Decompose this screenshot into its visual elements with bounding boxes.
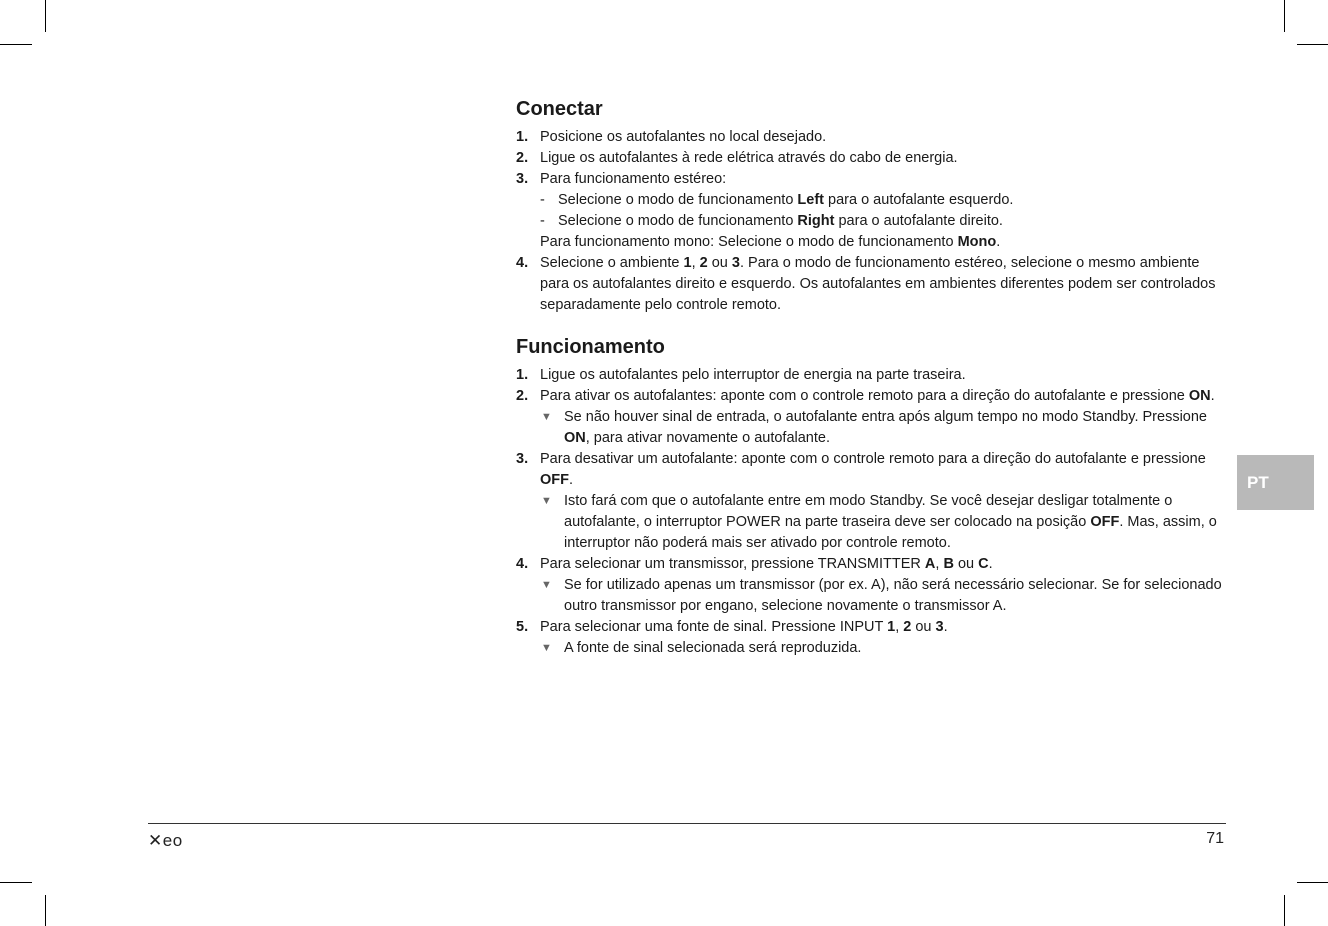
note-text: Se for utilizado apenas um transmissor (por ex. A), não será necessário selecionar. Se for selecionado outro transmissor por engano, selecione novamente o transmissor A. [564, 577, 1222, 614]
dash-bullet: - [540, 192, 545, 208]
sub-text: Selecione o modo de funcionamento [558, 213, 798, 229]
separator: , [895, 619, 904, 635]
item-number: 1. [516, 367, 529, 383]
list-item [516, 253, 1228, 316]
dash-bullet: - [540, 213, 545, 229]
item-text: . Para o modo de funcionamento estéreo, selecione o mesmo ambiente para os autofalantes direito e esquerdo. Os autofalantes em ambientes diferentes podem ser controlados separadamente pelo controle remoto. [540, 255, 1216, 313]
list-item [516, 169, 1228, 190]
bold-value: 1 [683, 255, 692, 271]
bold-value: 1 [887, 619, 896, 635]
item-text: Ligue os autofalantes pelo interruptor de energia na parte traseira. [540, 367, 966, 383]
bold-value: C [978, 556, 989, 572]
sub-item [516, 190, 1228, 211]
note-text: Se não houver sinal de entrada, o autofalante entra após algum tempo no modo Standby. Pressione [564, 409, 1207, 425]
item-text: . [988, 556, 993, 572]
note-text: A fonte de sinal selecionada será reproduzida. [564, 640, 862, 656]
section-title-funcionamento: Funcionamento [516, 336, 665, 358]
list-item [516, 127, 1228, 148]
note-item [516, 407, 1228, 449]
crop-mark [1284, 895, 1285, 926]
item-text: Selecione o ambiente [540, 255, 684, 271]
section-title-conectar: Conectar [516, 98, 603, 120]
page-content [516, 96, 1228, 659]
mode-left: Left [797, 192, 825, 208]
item-text: . [1210, 388, 1215, 404]
item-text: Para selecionar um transmissor, pressione TRANSMITTER [540, 556, 925, 572]
triangle-icon: ▼ [541, 495, 552, 507]
footer-divider [148, 823, 1226, 824]
bold-value: 3 [935, 619, 944, 635]
list-item [516, 365, 1228, 386]
note-item [516, 491, 1228, 554]
crop-mark [0, 44, 32, 45]
sub-text: para o autofalante direito. [834, 213, 1003, 229]
list-item [516, 148, 1228, 169]
mono-post: . [996, 234, 1001, 250]
crop-mark [1284, 0, 1285, 32]
item-number: 4. [516, 556, 529, 572]
bold-value: A [924, 556, 936, 572]
note-text: Isto fará com que o autofalante entre em modo Standby. Se você desejar desligar totalmente o autofalante, o interruptor POWER na parte traseira deve ser colocado na posição [564, 493, 1173, 530]
bold-value: B [943, 556, 954, 572]
bold-value: ON [1188, 388, 1211, 404]
item-number: 4. [516, 255, 529, 271]
crop-mark [0, 882, 32, 883]
list-item [516, 386, 1228, 407]
bold-value: OFF [1090, 514, 1120, 530]
triangle-icon: ▼ [541, 411, 552, 423]
item-text: . [569, 472, 574, 488]
bold-value: OFF [540, 472, 569, 488]
brand-logo: ✕eo [148, 831, 183, 850]
triangle-icon: ▼ [541, 642, 552, 654]
bold-value: ON [564, 430, 586, 446]
item-text: Para ativar os autofalantes: aponte com o controle remoto para a direção do autofalante e pressione [540, 388, 1189, 404]
crop-mark [1297, 882, 1328, 883]
item-number: 3. [516, 171, 529, 187]
separator: ou [953, 556, 979, 572]
crop-mark [45, 895, 46, 926]
item-number: 3. [516, 451, 529, 467]
item-text: Para funcionamento estéreo: [540, 171, 727, 187]
bold-value: 3 [731, 255, 740, 271]
language-tab: PT [1237, 455, 1314, 510]
sub-text: para o autofalante esquerdo. [824, 192, 1014, 208]
item-text: Posicione os autofalantes no local desejado. [540, 129, 827, 145]
sub-item [516, 211, 1228, 232]
bold-value: 2 [699, 255, 708, 271]
crop-mark [45, 0, 46, 32]
note-item [516, 638, 1228, 659]
separator: , [691, 255, 700, 271]
list-item [516, 449, 1228, 491]
mono-text [516, 232, 1228, 253]
item-text: Para selecionar uma fonte de sinal. Pressione INPUT [540, 619, 888, 635]
mode-mono: Mono [957, 234, 997, 250]
item-number: 5. [516, 619, 529, 635]
separator: , [935, 556, 944, 572]
crop-mark [1297, 44, 1328, 45]
bold-value: 2 [903, 619, 912, 635]
mode-right: Right [797, 213, 835, 229]
page-number: 71 [1206, 830, 1224, 847]
note-item [516, 575, 1228, 617]
item-text: . [943, 619, 948, 635]
list-item [516, 617, 1228, 638]
separator: ou [707, 255, 732, 271]
note-text: , para ativar novamente o autofalante. [585, 430, 830, 446]
note-text: . Mas, assim, o interruptor não poderá mais ser ativado por controle remoto. [564, 514, 1217, 551]
sub-text: Selecione o modo de funcionamento [558, 192, 798, 208]
item-text: Para desativar um autofalante: aponte com o controle remoto para a direção do autofalante e pressione [540, 451, 1206, 467]
mono-pre: Para funcionamento mono: Selecione o modo de funcionamento [540, 234, 958, 250]
item-number: 1. [516, 129, 529, 145]
item-number: 2. [516, 388, 529, 404]
triangle-icon: ▼ [541, 579, 552, 591]
separator: ou [911, 619, 936, 635]
item-text: Ligue os autofalantes à rede elétrica através do cabo de energia. [540, 150, 958, 166]
item-number: 2. [516, 150, 529, 166]
list-item [516, 554, 1228, 575]
